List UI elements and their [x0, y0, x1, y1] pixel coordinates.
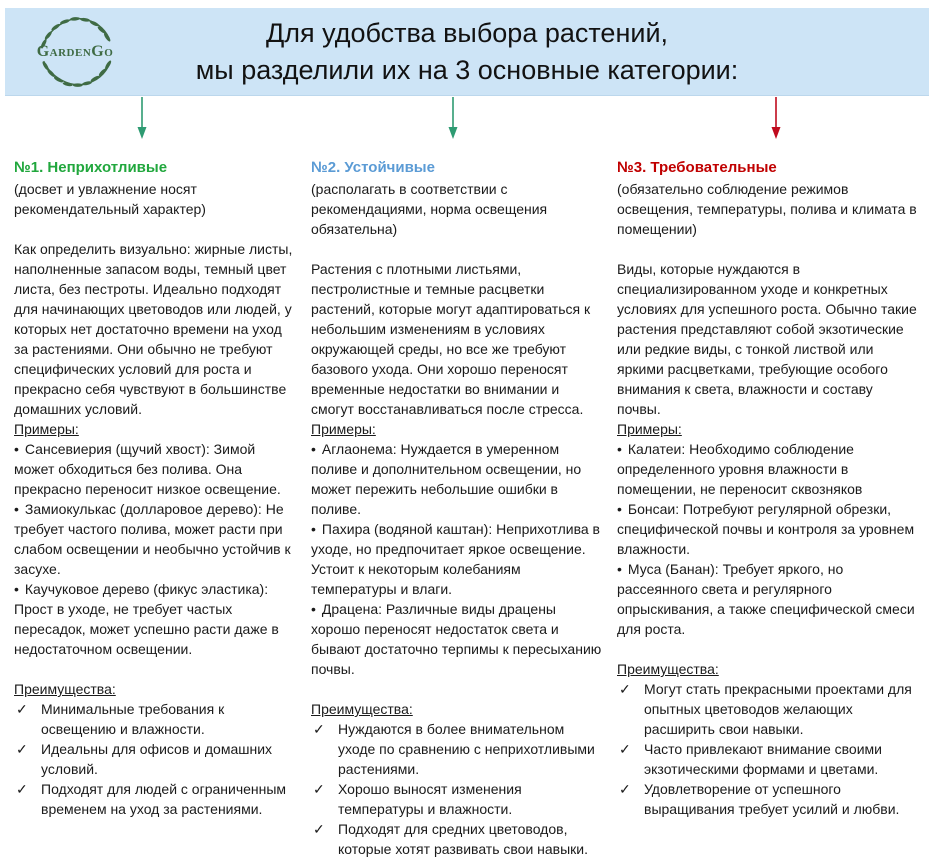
page-title-line1: Для удобства выбора растений, — [265, 18, 669, 48]
advantage-text: Нуждаются в более внимательном уходе по сравнению с неприхотливыми растениями. — [338, 721, 595, 777]
down-arrow-icon — [769, 97, 783, 144]
categories-section — [0, 144, 933, 859]
example-text: Каучуковое дерево (фикус эластика): Прост в уходе, не требует частых пересадок, может успешно расти даже в недостаточном освещении. — [14, 581, 279, 657]
example-text: Бонсаи: Потребуют регулярной обрезки, специфической почвы и контроля за уровнем влажности. — [617, 501, 915, 557]
advantage-item — [617, 739, 920, 779]
page-header-band — [5, 8, 929, 96]
category-column-3 — [617, 158, 920, 859]
examples-label: Примеры: — [617, 421, 682, 437]
example-item — [14, 499, 298, 579]
check-icon: ✓ — [313, 721, 325, 737]
advantages-list — [14, 699, 298, 819]
examples-list — [311, 439, 604, 679]
example-item — [14, 439, 298, 499]
column-subtitle: (располагать в соответствии с рекомендациями, норма освещения обязательна) — [311, 181, 548, 237]
advantage-item — [14, 739, 298, 779]
example-item — [617, 559, 920, 639]
example-text: Драцена: Различные виды драцены хорошо переносят недостаток света и бывают достаточно терпимы к пересыханию почвы. — [311, 601, 602, 677]
column-title: №2. Устойчивые — [311, 159, 435, 176]
check-icon: ✓ — [313, 821, 325, 837]
example-text: Аглаонема: Нуждается в умеренном поливе и дополнительном освещении, но может пережить небольшие ошибки в поливе. — [311, 441, 582, 517]
advantage-text: Удовлетворение от успешного выращивания требует усилий и любви. — [644, 781, 900, 817]
advantage-item — [617, 779, 920, 819]
check-icon: ✓ — [16, 741, 28, 757]
bullet-icon: • — [311, 601, 316, 617]
examples-label: Примеры: — [311, 421, 376, 437]
bullet-icon: • — [311, 441, 316, 457]
advantage-text: Часто привлекают внимание своими экзотическими формами и цветами. — [644, 741, 882, 777]
example-text: Калатеи: Необходимо соблюдение определенного уровня влажности в помещении, не переносит сквозняков — [617, 441, 863, 497]
advantages-label: Преимущества: — [617, 661, 719, 677]
example-item — [14, 579, 298, 659]
column-title: №1. Неприхотливые — [14, 159, 168, 176]
gardengo-logo — [29, 13, 121, 91]
advantages-list — [617, 679, 920, 819]
advantage-text: Идеальны для офисов и домашних условий. — [41, 741, 273, 777]
examples-label: Примеры: — [14, 421, 79, 437]
bullet-icon: • — [617, 441, 622, 457]
bullet-icon: • — [14, 581, 19, 597]
logo-text: GardenGo — [36, 43, 114, 60]
check-icon: ✓ — [313, 781, 325, 797]
examples-list — [617, 439, 920, 639]
bullet-icon: • — [311, 521, 316, 537]
example-item — [617, 439, 920, 499]
bullet-icon: • — [617, 501, 622, 517]
check-icon: ✓ — [619, 781, 631, 797]
check-icon: ✓ — [619, 681, 631, 697]
down-arrow-icon — [446, 97, 460, 144]
advantage-item — [311, 819, 604, 859]
down-arrow-icon — [135, 97, 149, 144]
advantage-item — [311, 719, 604, 779]
advantage-text: Могут стать прекрасными проектами для опытных цветоводов желающих расширить свои навыки. — [644, 681, 912, 737]
column-subtitle: (обязательно соблюдение режимов освещения, температуры, полива и климата в помещении) — [617, 181, 917, 237]
advantage-text: Минимальные требования к освещению и влажности. — [41, 701, 225, 737]
check-icon: ✓ — [16, 781, 28, 797]
check-icon: ✓ — [619, 741, 631, 757]
category-column-1 — [14, 158, 298, 859]
advantage-text: Хорошо выносят изменения температуры и влажности. — [338, 781, 522, 817]
advantage-item — [617, 679, 920, 739]
advantages-label: Преимущества: — [14, 681, 116, 697]
category-column-2 — [311, 158, 604, 859]
example-item — [311, 439, 604, 519]
example-item — [617, 499, 920, 559]
advantage-item — [14, 699, 298, 739]
example-item — [311, 599, 604, 679]
column-description: Как определить визуально: жирные листы, наполненные запасом воды, темный цвет листа, без пестроты. Идеально подходят для начинающих цветоводов или людей, у которых нет достаточно времени на уход за растениями. Они обычно не требуют специфических условий для роста и прекрасно себя чувствуют в большинстве домашних условий. — [14, 241, 293, 417]
page-title — [5, 8, 929, 89]
column-title: №3. Требовательные — [617, 159, 777, 176]
column-description: Виды, которые нуждаются в специализированном уходе и конкретных условиях для успешного роста. Обычно такие растения представляют собой экзотические или редкие виды, с тонкой листвой или яркими расцветками, требующие особого внимания к света, влажности и составу почвы. — [617, 261, 917, 417]
example-text: Замиокулькас (долларовое дерево): Не требует частого полива, может расти при слабом освещении и необычно устойчив к засухе. — [14, 501, 291, 577]
bullet-icon: • — [14, 501, 19, 517]
category-arrows — [0, 96, 933, 144]
page-title-line2: мы разделили их на 3 основные категории: — [195, 55, 739, 85]
check-icon: ✓ — [16, 701, 28, 717]
examples-list — [14, 439, 298, 659]
column-subtitle: (досвет и увлажнение носят рекомендательный характер) — [14, 181, 206, 217]
advantages-label: Преимущества: — [311, 701, 413, 717]
advantages-list — [311, 719, 604, 859]
example-text: Пахира (водяной каштан): Неприхотлива в уходе, но предпочитает яркое освещение. Устоит к некоторым колебаниям температуры и влаги. — [311, 521, 600, 597]
example-text: Муса (Банан): Требует яркого, но рассеянного света и регулярного опрыскивания, а также специфической смеси для роста. — [617, 561, 915, 637]
advantage-item — [311, 779, 604, 819]
advantage-item — [14, 779, 298, 819]
example-text: Сансевиерия (щучий хвост): Зимой может обходиться без полива. Она прекрасно переносит низкое освещение. — [14, 441, 281, 497]
example-item — [311, 519, 604, 599]
bullet-icon: • — [14, 441, 19, 457]
advantage-text: Подходят для людей с ограниченным временем на уход за растениями. — [41, 781, 287, 817]
advantage-text: Подходят для средних цветоводов, которые хотят развивать свои навыки. — [338, 821, 589, 857]
bullet-icon: • — [617, 561, 622, 577]
column-description: Растения с плотными листьями, пестролистные и темные расцветки растений, которые могут адаптироваться к небольшим изменениям в условиях окружающей среды, но все же требуют базового ухода. Они хорошо переносят временные недостатки во внимании и смогут восстанавливаться после стресса. — [311, 261, 591, 417]
